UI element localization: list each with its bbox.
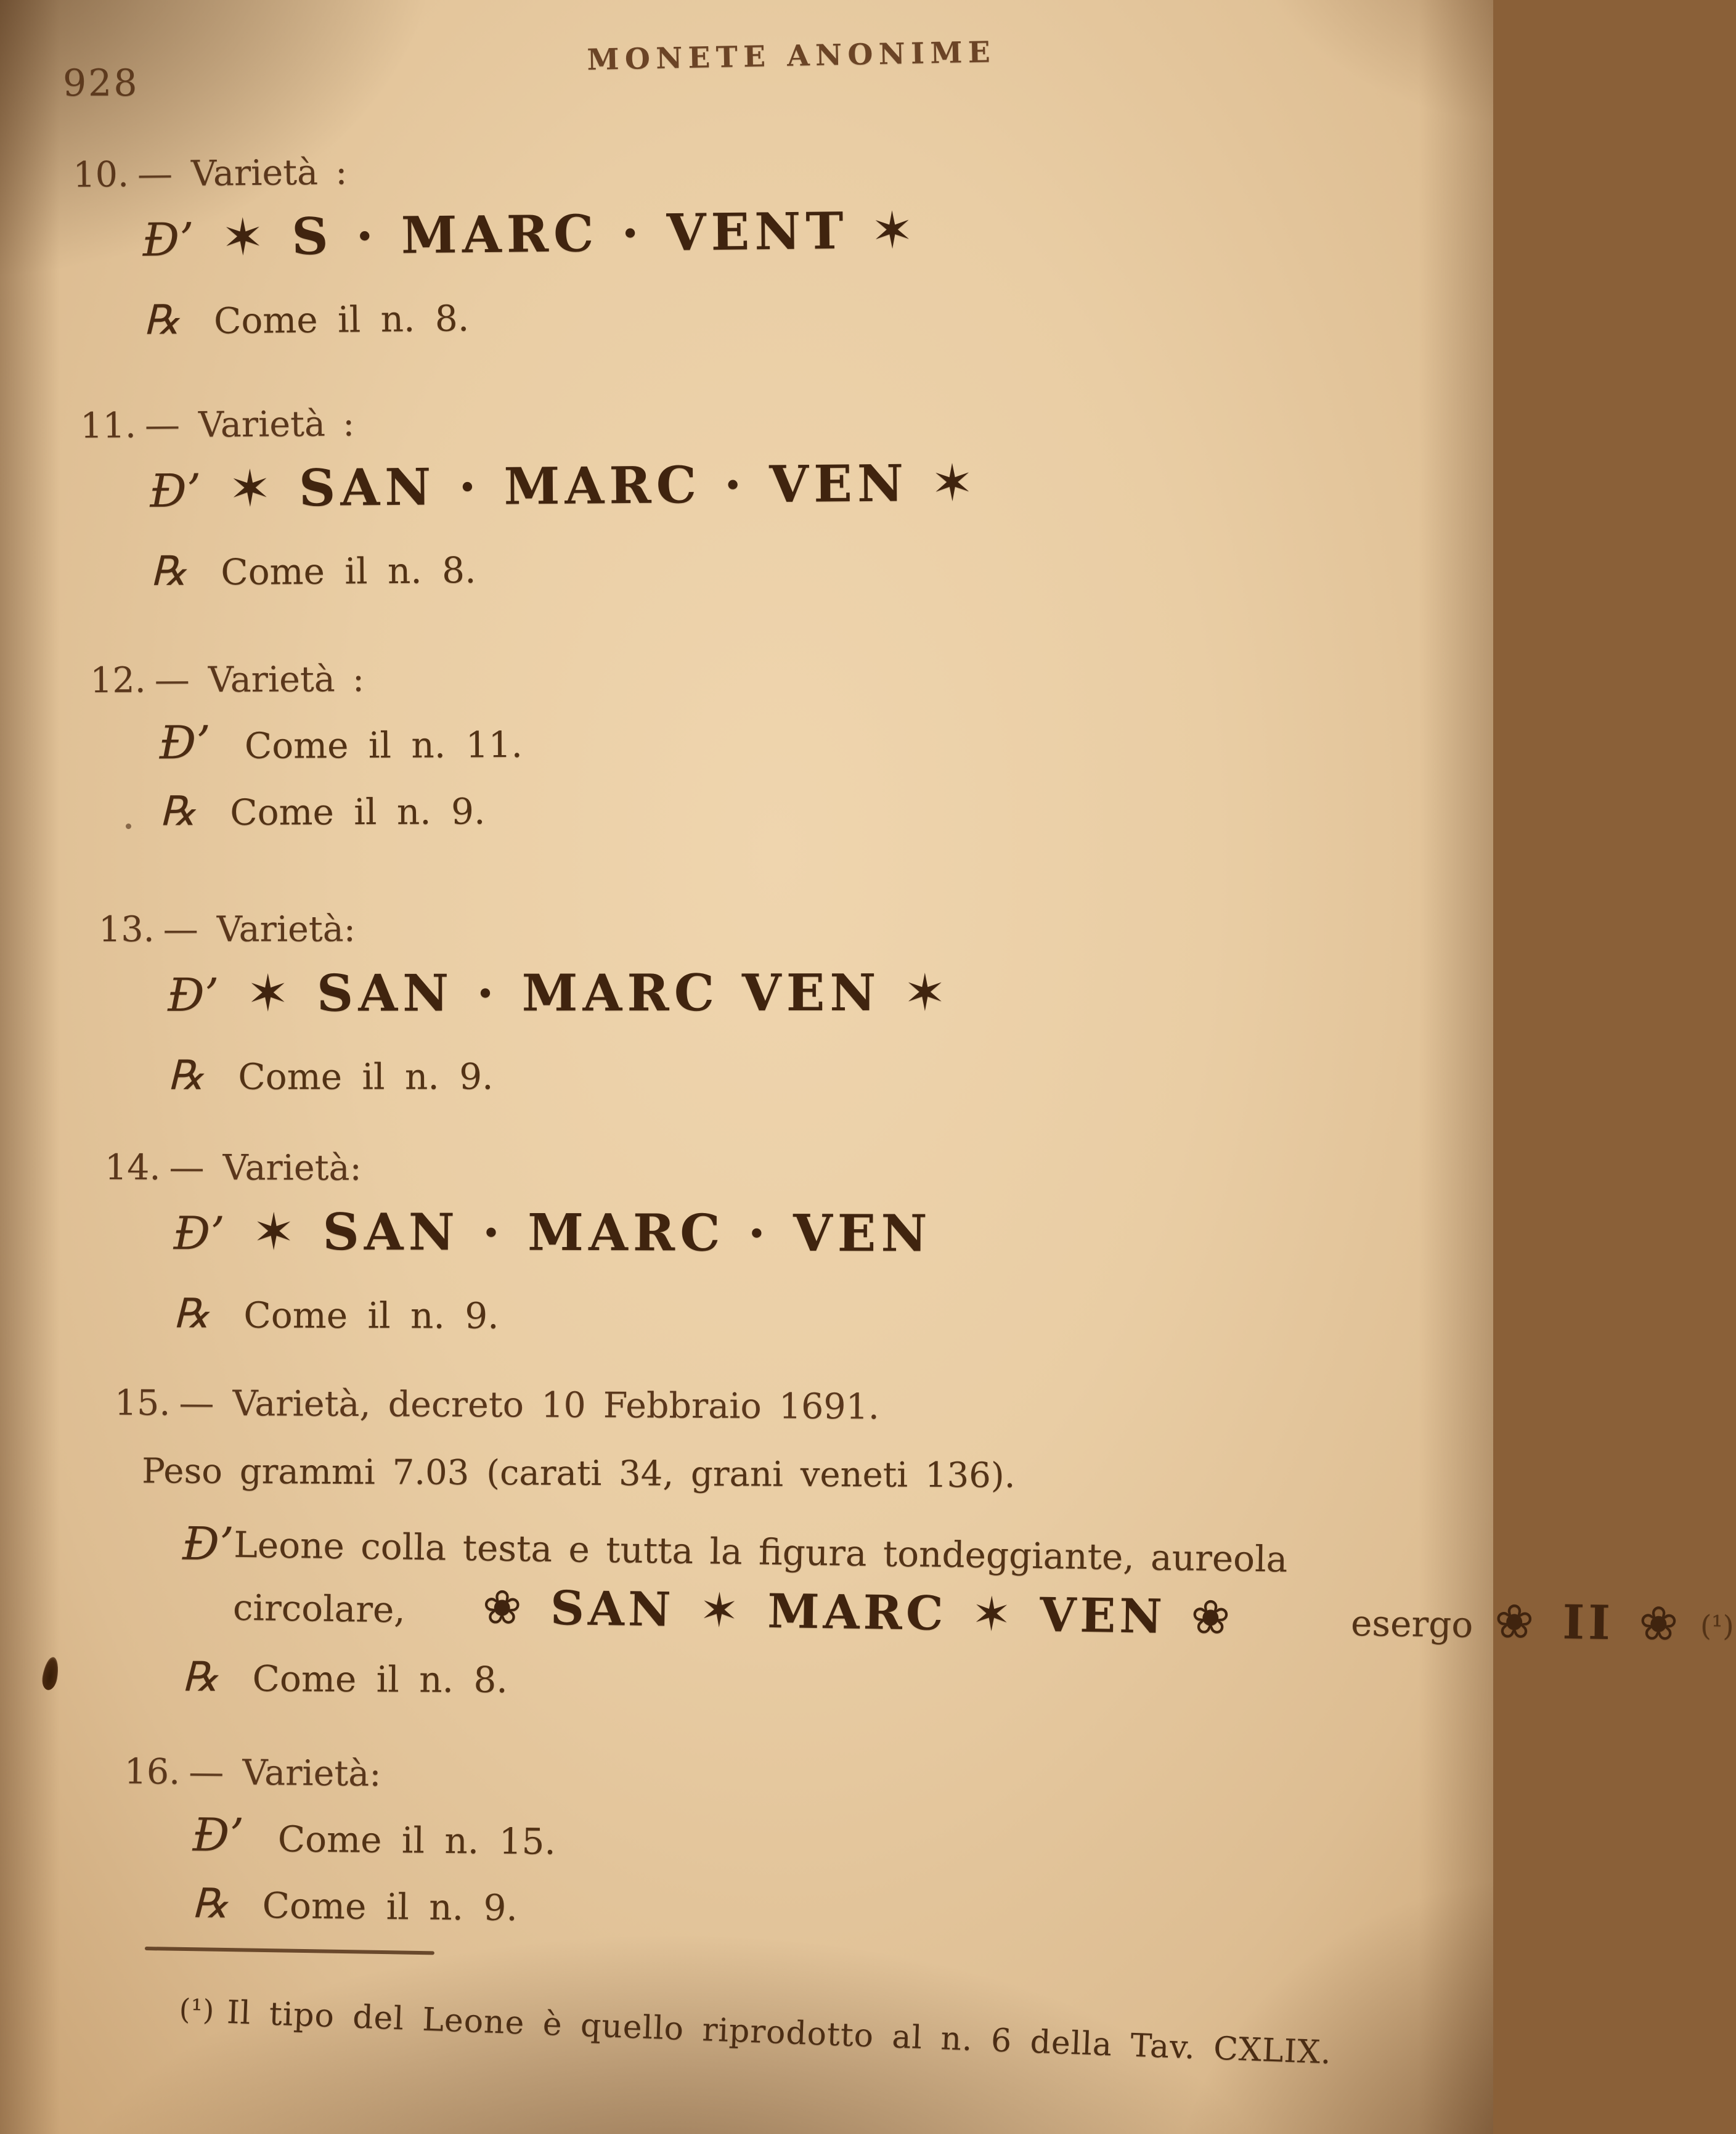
entry-title: Varietà: xyxy=(222,1147,362,1189)
entry-16 xyxy=(123,1749,556,1931)
reverse-text: Come il n. 9. xyxy=(238,1055,494,1098)
running-header: MONETE ANONIME xyxy=(587,35,996,77)
reverse-mark: ℞ xyxy=(143,296,181,344)
obverse-legend: ✶ S · MARC · VENT ✶ xyxy=(221,200,919,268)
entry-heading xyxy=(80,397,978,448)
footnote-text: Il tipo del Leone è quello riprodotto al n. 6 della Tav. CXLIX. xyxy=(226,1993,1332,2072)
footnote-marker: (¹) xyxy=(179,1992,216,2027)
reverse-text: Come il n. 8. xyxy=(221,549,476,594)
dash: — xyxy=(169,1147,205,1188)
reverse-line xyxy=(173,1291,932,1339)
footnote xyxy=(179,1992,1332,2072)
reverse-mark: ℞ xyxy=(173,1290,210,1338)
obverse-text: Come il n. 15. xyxy=(277,1818,556,1863)
entry-11 xyxy=(80,397,979,595)
footnote-reference: (¹) xyxy=(1700,1608,1734,1643)
reverse-text: Come il n. 9. xyxy=(243,1294,499,1337)
obverse-mark: Ɖ’ xyxy=(182,1517,235,1571)
obverse-line xyxy=(173,1201,932,1278)
reverse-text: Come il n. 9. xyxy=(230,790,486,834)
entry-title: Varietà, decreto 10 Febbraio 1691. xyxy=(232,1383,880,1428)
entry-heading xyxy=(124,1749,556,1798)
obverse-mark: Ɖ’ xyxy=(159,716,211,770)
reverse-line xyxy=(192,1881,555,1931)
ink-blot xyxy=(40,1656,60,1691)
entry-number: 12. xyxy=(90,660,146,701)
entry-title: Varietà : xyxy=(208,659,365,701)
reverse-mark: ℞ xyxy=(168,1051,205,1099)
dash: — xyxy=(144,404,181,446)
esergo-value: ❀ II ❀ xyxy=(1494,1593,1682,1651)
obverse-mark: Ɖ’ xyxy=(142,213,195,267)
obverse-line xyxy=(181,1515,1734,1654)
obverse-line xyxy=(142,200,919,284)
reverse-text: Come il n. 8. xyxy=(213,297,470,342)
obverse-legend: ✶ SAN · MARC VEN ✶ xyxy=(247,963,952,1023)
entry-12 xyxy=(90,656,523,835)
entry-heading xyxy=(115,1381,1456,1432)
reverse-text: Come il n. 8. xyxy=(252,1658,508,1701)
entry-number: 16. xyxy=(124,1751,181,1793)
obverse-mark: Ɖ’ xyxy=(192,1809,245,1862)
obverse-legend: ✶ SAN · MARC · VEN ✶ xyxy=(228,453,979,519)
entry-title: Varietà : xyxy=(190,152,348,194)
entry-heading xyxy=(105,1145,932,1192)
entry-13 xyxy=(99,907,952,1099)
obverse-line xyxy=(150,452,979,535)
obverse-line xyxy=(192,1809,556,1864)
dash: — xyxy=(137,153,173,195)
obverse-mark: Ɖ’ xyxy=(173,1207,225,1261)
entry-14 xyxy=(104,1145,932,1339)
entry-title: Varietà: xyxy=(216,909,356,950)
reverse-line xyxy=(160,788,523,835)
entry-10 xyxy=(73,144,919,345)
esergo-label: esergo xyxy=(1350,1602,1473,1646)
entry-15 xyxy=(113,1381,1734,1707)
dash: — xyxy=(188,1752,224,1793)
obverse-mark: Ɖ’ xyxy=(149,464,202,518)
entry-number: 11. xyxy=(80,405,137,446)
obverse-desc-line2: circolare, xyxy=(232,1586,406,1631)
reverse-text: Come il n. 9. xyxy=(262,1884,518,1929)
entry-title: Varietà : xyxy=(198,403,355,446)
reverse-mark: ℞ xyxy=(159,787,197,835)
entry-heading xyxy=(90,656,523,703)
weight-line: Peso grammi 7.03 (carati 34, grani veneti 136). xyxy=(142,1451,1016,1496)
obverse-mark: Ɖ’ xyxy=(168,968,219,1022)
obverse-text: Come il n. 11. xyxy=(244,723,523,767)
obverse-line xyxy=(168,962,951,1039)
obverse-description xyxy=(232,1515,1734,1654)
reverse-mark: ℞ xyxy=(192,1879,229,1928)
page-number: 928 xyxy=(63,62,139,105)
entry-heading xyxy=(99,907,951,952)
obverse-line xyxy=(159,716,523,770)
dash: — xyxy=(154,660,190,701)
dash: — xyxy=(163,909,198,950)
reverse-line xyxy=(143,290,919,344)
entry-number: 10. xyxy=(73,154,129,195)
reverse-line xyxy=(150,543,979,595)
paper-speck xyxy=(126,824,131,829)
reverse-mark: ℞ xyxy=(182,1653,219,1701)
entry-number: 14. xyxy=(104,1147,161,1188)
obverse-desc-line1: Leone colla testa e tutta la figura tondeggiante, aureola xyxy=(233,1523,1288,1580)
footnote-divider xyxy=(145,1947,434,1955)
entry-number: 13. xyxy=(99,909,155,950)
obverse-legend: ✶ SAN · MARC · VEN xyxy=(252,1202,932,1264)
entry-heading xyxy=(73,144,918,197)
entry-title: Varietà: xyxy=(242,1752,381,1794)
reverse-line xyxy=(182,1655,1454,1707)
obverse-legend: ❀ SAN ✶ MARC ✶ VEN ❀ xyxy=(482,1579,1234,1645)
dash: — xyxy=(179,1383,214,1424)
reverse-line xyxy=(168,1053,951,1099)
reverse-mark: ℞ xyxy=(150,547,187,595)
entry-number: 15. xyxy=(114,1383,171,1424)
